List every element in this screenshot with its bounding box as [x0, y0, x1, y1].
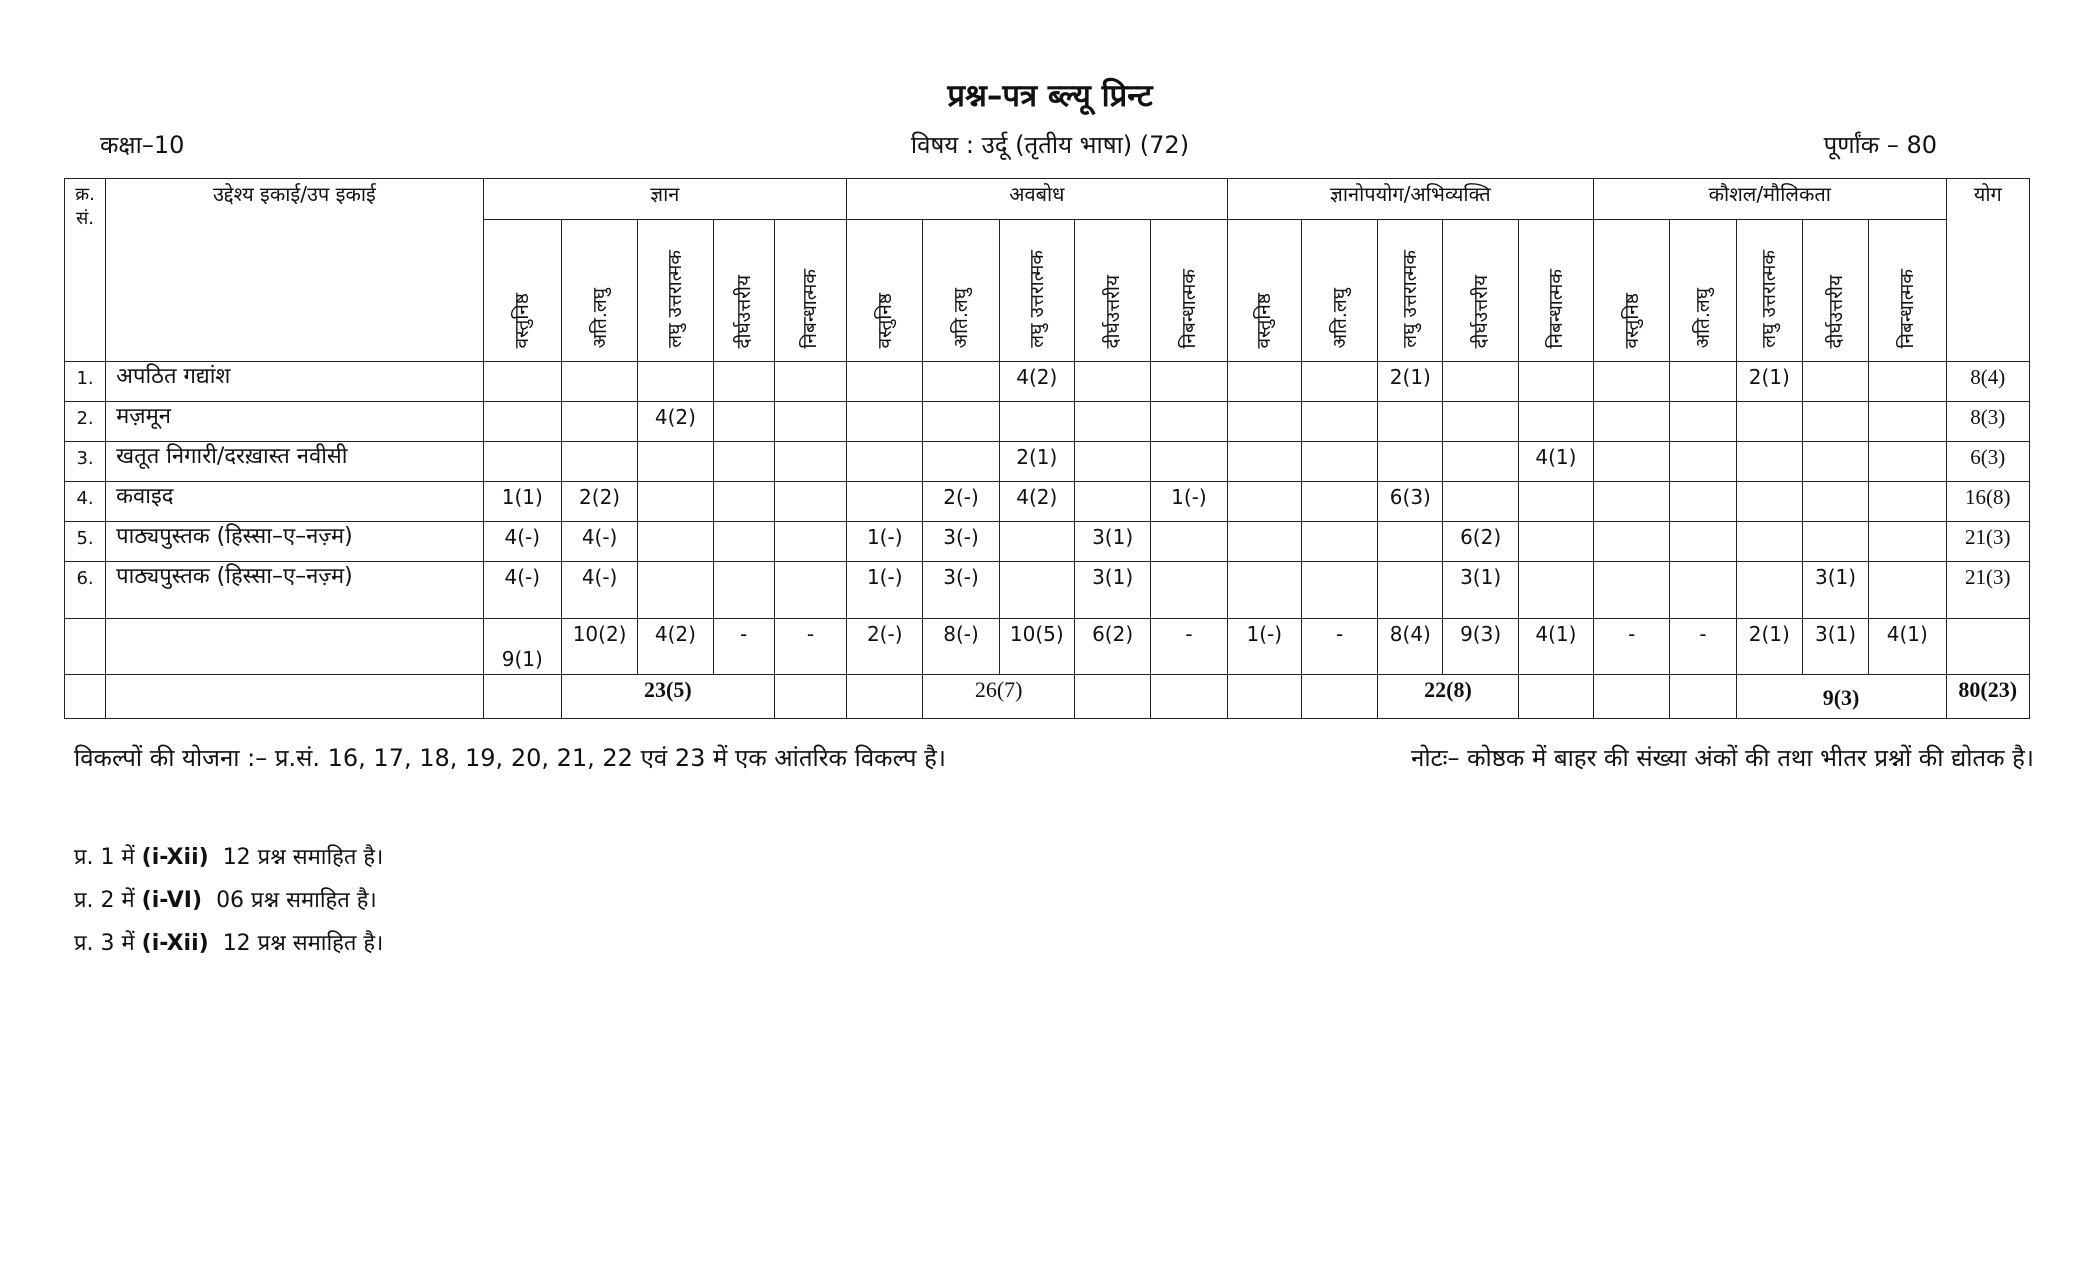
table-cell [1074, 482, 1150, 522]
serial-header: क्र. सं. [65, 179, 106, 362]
table-cell [1736, 482, 1802, 522]
column-total-cell: - [774, 619, 846, 675]
table-cell [774, 442, 846, 482]
subheader-label: वस्तुनिष्ठ [873, 292, 896, 348]
table-cell [1443, 442, 1518, 482]
row-serial: 6. [65, 562, 106, 619]
table-cell [1736, 522, 1802, 562]
table-cell [1227, 522, 1301, 562]
table-cell [1301, 402, 1377, 442]
question-range: (i-Xii) [141, 845, 209, 870]
table-cell [847, 402, 923, 442]
table-cell: 2(1) [1736, 362, 1802, 402]
subheader-label: अति.लघु [1328, 287, 1351, 348]
subheader-g4-2 [1670, 220, 1736, 362]
table-cell: 1(1) [483, 482, 561, 522]
table-cell: 6(2) [1443, 522, 1518, 562]
column-total-cell: - [1594, 619, 1670, 675]
row-total: 8(4) [1946, 362, 2030, 402]
question-text: 06 प्रश्न समाहित है। [216, 888, 377, 913]
table-cell [1074, 402, 1150, 442]
table-cell [1518, 362, 1593, 402]
table-cell: 4(-) [561, 562, 637, 619]
table-cell [774, 402, 846, 442]
subheader-label: लघु उत्तरात्मक [1399, 250, 1422, 348]
row-serial: 1. [65, 362, 106, 402]
subheader-g3-3 [1378, 220, 1443, 362]
subheader-label: वस्तुनिष्ठ [511, 292, 534, 348]
table-cell [713, 402, 774, 442]
group-total-kaushal: 9(3) [1736, 675, 1946, 719]
table-cell [1227, 482, 1301, 522]
table-cell: 4(2) [638, 402, 713, 442]
table-cell [561, 402, 637, 442]
subheader-label: निबन्धात्मक [799, 268, 822, 348]
table-cell [483, 442, 561, 482]
bracket-note: नोटः– कोष्ठक में बाहर की संख्या अंकों की तथा भीतर प्रश्नों की द्योतक है। [1411, 744, 2034, 772]
table-cell [1736, 442, 1802, 482]
table-cell [1869, 402, 1946, 442]
question-prefix: प्र. 2 में [74, 888, 135, 913]
subheader-g1-2 [561, 220, 637, 362]
column-total-cell: 8(-) [923, 619, 999, 675]
row-serial: 2. [65, 402, 106, 442]
subheader-label: लघु उत्तरात्मक [1758, 250, 1781, 348]
table-cell [1151, 362, 1227, 402]
table-cell [1670, 402, 1736, 442]
table-cell [1378, 562, 1443, 619]
subheader-label: अति.लघु [588, 287, 611, 348]
table-row [65, 362, 2030, 402]
max-marks-label: पूर्णांक – 80 [1823, 131, 1937, 159]
group-total-gyan: 23(5) [561, 675, 774, 719]
table-cell [1074, 362, 1150, 402]
table-cell [774, 482, 846, 522]
table-cell [1670, 522, 1736, 562]
column-total-cell: - [713, 619, 774, 675]
subheader-g4-1 [1594, 220, 1670, 362]
row-serial: 3. [65, 442, 106, 482]
column-total-cell: 9(1) [483, 619, 561, 675]
table-cell [638, 522, 713, 562]
table-cell [1670, 362, 1736, 402]
empty-cell [1301, 675, 1377, 719]
table-cell: 3(1) [1074, 522, 1150, 562]
blueprint-table [64, 178, 2030, 719]
table-cell [923, 442, 999, 482]
subheader-g3-4 [1443, 220, 1518, 362]
table-cell [638, 562, 713, 619]
table-cell [1227, 362, 1301, 402]
table-cell [561, 442, 637, 482]
table-cell [561, 362, 637, 402]
subject-label: विषय : उर्दू (तृतीय भाषा) (72) [910, 131, 1190, 159]
empty-cell [65, 675, 106, 719]
table-cell [1869, 442, 1946, 482]
table-cell [1869, 562, 1946, 619]
table-cell [1518, 562, 1593, 619]
table-row [65, 482, 2030, 522]
table-cell: 4(2) [999, 482, 1074, 522]
table-cell [1802, 442, 1868, 482]
table-cell [713, 362, 774, 402]
table-cell [1594, 362, 1670, 402]
column-total-cell: 9(3) [1443, 619, 1518, 675]
table-cell [1594, 402, 1670, 442]
table-cell: 4(-) [483, 522, 561, 562]
table-cell: 3(-) [923, 522, 999, 562]
table-cell [1594, 562, 1670, 619]
column-total-cell: - [1301, 619, 1377, 675]
empty-cell [1518, 675, 1593, 719]
table-cell: 3(1) [1074, 562, 1150, 619]
table-cell [1736, 402, 1802, 442]
table-cell [1670, 562, 1736, 619]
table-cell [1869, 362, 1946, 402]
table-cell [483, 362, 561, 402]
row-total: 8(3) [1946, 402, 2030, 442]
group-header-gyan: ज्ञान [483, 179, 846, 220]
group-total-avbodh: 26(7) [923, 675, 1075, 719]
table-cell [1227, 402, 1301, 442]
table-cell: 1(-) [847, 522, 923, 562]
table-cell [1802, 522, 1868, 562]
table-cell [1378, 402, 1443, 442]
subheader-label: अति.लघु [950, 287, 973, 348]
unit-header: उद्देश्य इकाई/उप इकाई [106, 179, 483, 362]
row-unit: खतूत निगारी/दरख़ास्त नवीसी [106, 442, 483, 482]
column-total-cell: 8(4) [1378, 619, 1443, 675]
question-range: (i-Xii) [141, 931, 209, 956]
table-cell [847, 482, 923, 522]
table-cell: 1(-) [847, 562, 923, 619]
subheader-label: वस्तुनिष्ठ [1253, 292, 1276, 348]
question-range: (i-VI) [141, 888, 203, 913]
table-cell: 2(1) [1378, 362, 1443, 402]
subheader-g1-3 [638, 220, 713, 362]
question-line [74, 928, 383, 960]
total-header: योग [1946, 179, 2030, 362]
empty-cell [483, 675, 561, 719]
table-cell [1594, 522, 1670, 562]
subheader-g1-5 [774, 220, 846, 362]
table-cell [1301, 362, 1377, 402]
empty-cell [1074, 675, 1150, 719]
subheader-g1-1 [483, 220, 561, 362]
empty-cell [106, 619, 483, 675]
subheader-g4-4 [1802, 220, 1868, 362]
row-total: 21(3) [1946, 562, 2030, 619]
group-header-gyanopyog: ज्ञानोपयोग/अभिव्यक्ति [1227, 179, 1593, 220]
table-cell [638, 482, 713, 522]
table-cell [1151, 522, 1227, 562]
subheader-g2-1 [847, 220, 923, 362]
table-cell [1301, 522, 1377, 562]
table-row [65, 562, 2030, 619]
page-title: प्रश्न–पत्र ब्ल्यू प्रिन्ट [947, 78, 1153, 114]
group-header-avbodh: अवबोध [847, 179, 1228, 220]
row-unit: पाठ्यपुस्तक (हिस्सा–ए–नज़्म) [106, 522, 483, 562]
table-cell [847, 442, 923, 482]
subheader-g3-5 [1518, 220, 1593, 362]
subheader-label: दीर्घउत्तरीय [1101, 274, 1124, 348]
table-cell: 3(-) [923, 562, 999, 619]
column-total-cell: 3(1) [1802, 619, 1868, 675]
table-cell [1151, 442, 1227, 482]
empty-cell [774, 675, 846, 719]
table-cell [1594, 442, 1670, 482]
table-cell [1802, 402, 1868, 442]
question-text: 12 प्रश्न समाहित है। [222, 931, 384, 956]
table-cell: 3(1) [1802, 562, 1868, 619]
table-cell [999, 402, 1074, 442]
subheader-label: दीर्घउत्तरीय [732, 274, 755, 348]
column-total-cell: - [1151, 619, 1227, 675]
question-line [74, 885, 377, 917]
table-cell: 6(3) [1378, 482, 1443, 522]
table-cell [1378, 522, 1443, 562]
table-cell [999, 522, 1074, 562]
table-cell [1518, 522, 1593, 562]
table-cell [1802, 482, 1868, 522]
subheader-g3-2 [1301, 220, 1377, 362]
row-serial: 4. [65, 482, 106, 522]
column-total-cell: 6(2) [1074, 619, 1150, 675]
table-cell [713, 522, 774, 562]
table-cell [923, 402, 999, 442]
empty-cell [65, 619, 106, 675]
table-cell [1736, 562, 1802, 619]
column-total-cell: 4(2) [638, 619, 713, 675]
table-row [65, 442, 2030, 482]
subheader-g3-1 [1227, 220, 1301, 362]
table-cell [1227, 442, 1301, 482]
subheader-g2-3 [999, 220, 1074, 362]
subheader-label: अति.लघु [1692, 287, 1715, 348]
column-total-cell: 2(1) [1736, 619, 1802, 675]
table-cell: 4(2) [999, 362, 1074, 402]
table-cell [713, 562, 774, 619]
table-cell: 4(1) [1518, 442, 1593, 482]
table-cell [1869, 482, 1946, 522]
column-totals-row [65, 619, 2030, 675]
table-cell [638, 442, 713, 482]
table-cell [638, 362, 713, 402]
row-unit: पाठ्यपुस्तक (हिस्सा–ए–नज़्म) [106, 562, 483, 619]
subheader-label: लघु उत्तरात्मक [664, 250, 687, 348]
table-cell [1074, 442, 1150, 482]
empty-cell [1151, 675, 1227, 719]
question-prefix: प्र. 3 में [74, 931, 135, 956]
row-total: 6(3) [1946, 442, 2030, 482]
empty-cell [1227, 675, 1301, 719]
table-cell [847, 362, 923, 402]
row-unit: मज़मून [106, 402, 483, 442]
group-header-kaushal: कौशल/मौलिकता [1594, 179, 1946, 220]
table-cell [999, 562, 1074, 619]
table-cell [1443, 482, 1518, 522]
table-cell [1301, 482, 1377, 522]
subheader-label: निबन्धात्मक [1177, 268, 1200, 348]
table-cell [1151, 562, 1227, 619]
table-row [65, 522, 2030, 562]
subheader-label: लघु उत्तरात्मक [1025, 250, 1048, 348]
empty-cell [106, 675, 483, 719]
row-serial: 5. [65, 522, 106, 562]
table-cell [1802, 362, 1868, 402]
table-cell [1443, 402, 1518, 442]
table-cell [713, 482, 774, 522]
table-cell [1670, 482, 1736, 522]
empty-cell [847, 675, 923, 719]
table-cell [1518, 482, 1593, 522]
subheader-g1-4 [713, 220, 774, 362]
subheader-g4-5 [1869, 220, 1946, 362]
table-cell [1518, 402, 1593, 442]
table-cell: 2(-) [923, 482, 999, 522]
table-cell: 1(-) [1151, 482, 1227, 522]
column-total-cell: - [1670, 619, 1736, 675]
column-total-cell: 10(2) [561, 619, 637, 675]
empty-cell [1670, 675, 1736, 719]
question-text: 12 प्रश्न समाहित है। [222, 845, 384, 870]
table-cell [483, 402, 561, 442]
table-cell [1301, 442, 1377, 482]
row-total: 16(8) [1946, 482, 2030, 522]
table-cell [1869, 522, 1946, 562]
subheader-g2-5 [1151, 220, 1227, 362]
table-cell: 2(1) [999, 442, 1074, 482]
subheader-label: वस्तुनिष्ठ [1620, 292, 1643, 348]
question-line [74, 842, 383, 874]
class-label: कक्षा–10 [100, 131, 185, 159]
subheader-label: निबन्धात्मक [1544, 268, 1567, 348]
row-unit: अपठित गद्यांश [106, 362, 483, 402]
subheader-g2-4 [1074, 220, 1150, 362]
options-scheme: विकल्पों की योजना :– प्र.सं. 16, 17, 18, 19, 20, 21, 22 एवं 23 में एक आंतरिक विकल्प है। [74, 744, 946, 772]
column-total-cell: 2(-) [847, 619, 923, 675]
empty-cell [1946, 619, 2030, 675]
table-cell [774, 522, 846, 562]
table-cell [1301, 562, 1377, 619]
table-row [65, 402, 2030, 442]
subheader-g4-3 [1736, 220, 1802, 362]
table-cell [774, 362, 846, 402]
row-total: 21(3) [1946, 522, 2030, 562]
empty-cell [1594, 675, 1670, 719]
column-total-cell: 10(5) [999, 619, 1074, 675]
question-prefix: प्र. 1 में [74, 845, 135, 870]
table-cell [1378, 442, 1443, 482]
table-cell: 4(-) [561, 522, 637, 562]
group-totals-row [65, 675, 2030, 719]
subheader-g2-2 [923, 220, 999, 362]
table-cell [923, 362, 999, 402]
table-cell [1594, 482, 1670, 522]
table-cell: 3(1) [1443, 562, 1518, 619]
table-cell: 2(2) [561, 482, 637, 522]
column-total-cell: 1(-) [1227, 619, 1301, 675]
table-cell [1227, 562, 1301, 619]
table-cell [1443, 362, 1518, 402]
subheader-label: दीर्घउत्तरीय [1824, 274, 1847, 348]
group-total-gyanopyog: 22(8) [1378, 675, 1519, 719]
table-cell [774, 562, 846, 619]
column-total-cell: 4(1) [1518, 619, 1593, 675]
grand-total: 80(23) [1946, 675, 2030, 719]
row-unit: कवाइद [106, 482, 483, 522]
column-total-cell: 4(1) [1869, 619, 1946, 675]
table-cell [1151, 402, 1227, 442]
table-cell: 4(-) [483, 562, 561, 619]
table-cell [713, 442, 774, 482]
subheader-label: निबन्धात्मक [1896, 268, 1919, 348]
table-cell [1670, 442, 1736, 482]
subheader-label: दीर्घउत्तरीय [1469, 274, 1492, 348]
